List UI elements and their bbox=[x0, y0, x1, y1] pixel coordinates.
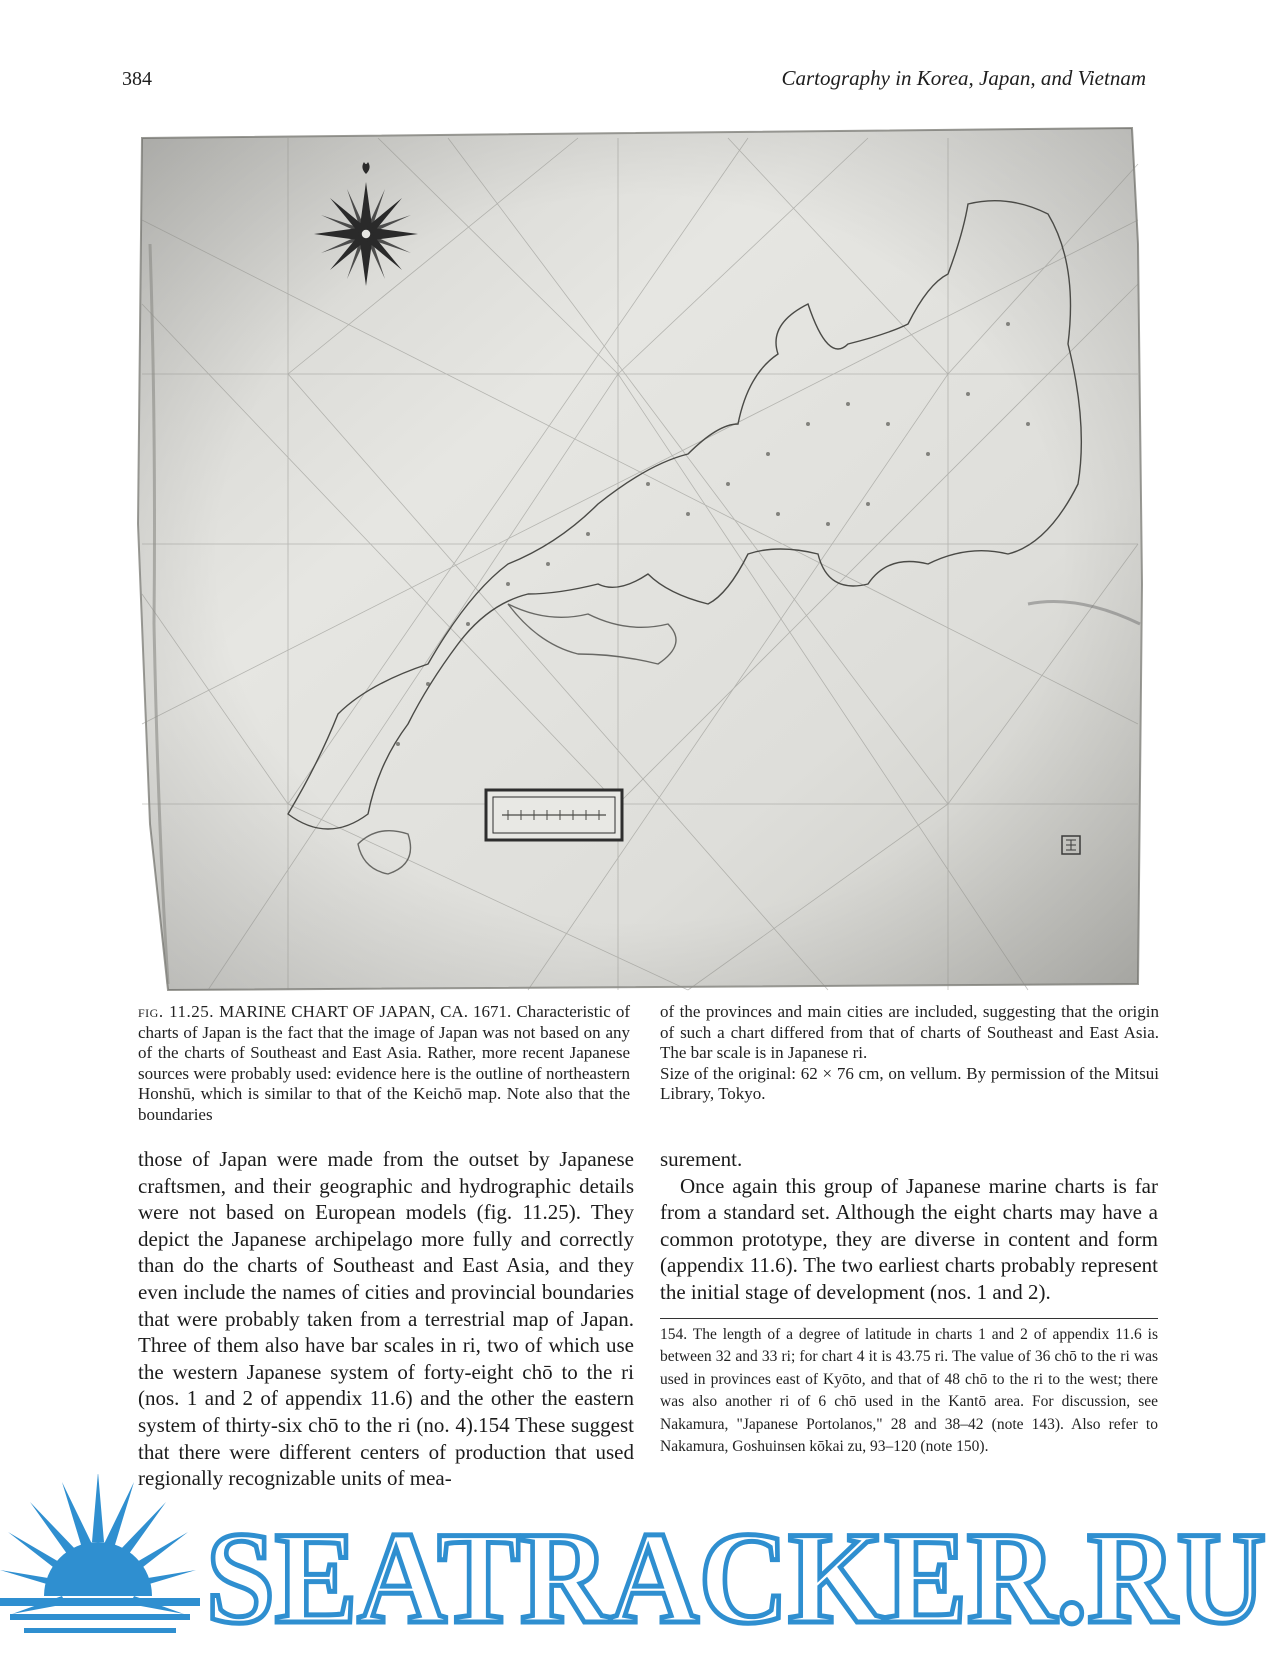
caption-size-note: Size of the original: 62 × 76 cm, on vellum. By permission of the Mitsui Library, Tokyo. bbox=[660, 1063, 1159, 1104]
body-paragraph: Once again this group of Japanese marine charts is far from a standard set. Although the eight charts may have a common prototype, they are diverse in content and form (appendix 11.6). The two earliest charts probably represent the initial stage of development (nos. 1 and 2). bbox=[660, 1173, 1158, 1304]
page-number: 384 bbox=[122, 68, 152, 90]
footnote bbox=[660, 1324, 1158, 1458]
running-title: Cartography in Korea, Japan, and Vietnam bbox=[781, 66, 1146, 90]
figure-title: MARINE CHART OF JAPAN, CA. 1671. bbox=[219, 1002, 512, 1021]
marine-chart-figure bbox=[128, 124, 1146, 992]
figure-caption-right bbox=[660, 1002, 1159, 1105]
caption-text-left: Characteristic of charts of Japan is the fact that the image of Japan was not based on any of the charts of Southeast and East Asia. Rather, more recent Japanese sources were probably used: evidence here is the outline of northeastern Honshū, which is similar to that of the Keichō map. Note also that the boundaries bbox=[138, 1002, 631, 1124]
watermark bbox=[0, 1474, 1278, 1651]
watermark-text: SEATRACKER.RU bbox=[206, 1504, 1266, 1651]
body-column-left bbox=[138, 1146, 634, 1492]
body-column-right bbox=[660, 1146, 1158, 1306]
footnote-text: 154. The length of a degree of latitude in charts 1 and 2 of appendix 11.6 is between 32 and 33 ri; for chart 4 it is 43.75 ri. The value of 36 chō to the ri was used in provinces east of Kyōto, and that of 48 chō to the ri to the west; there was also another ri of 6 chō used in the Kantō area. For discussion, see Nakamura, "Japanese Portolanos," 28 and 38–42 (note 143). Also refer to Nakamura, Goshuinsen kōkai zu, 93–120 (note 150). bbox=[660, 1326, 1158, 1456]
sun-burst-logo bbox=[0, 1474, 200, 1633]
figure-caption-left bbox=[138, 1002, 630, 1126]
footnote-rule bbox=[660, 1318, 1158, 1319]
body-continuation: surement. bbox=[660, 1147, 743, 1171]
figure-label: fig. 11.25. bbox=[138, 1002, 215, 1021]
scale-bar-cartouche bbox=[486, 790, 622, 840]
marine-chart-image bbox=[128, 124, 1146, 992]
body-paragraph: those of Japan were made from the outset by Japanese craftsmen, and their geographic and hydrographic details were not based on European models (fig. 11.25). They depict the Japanese archipelago more fully and correctly than do the charts of Southeast and East Asia, and they even include the names of cities and provincial boundaries that were probably taken from a terrestrial map of Japan. Three of them also have bar scales in ri, two of which use the western Japanese system of forty-eight chō to the ri (nos. 1 and 2 of appendix 11.6) and the other the eastern system of thirty-six chō to the ri (no. 4).154 These suggest that there were different centers of production that used regionally recognizable units of mea- bbox=[138, 1147, 634, 1491]
caption-text-right: of the provinces and main cities are included, suggesting that the origin of such a chart differed from that of charts of Southeast and East Asia. The bar scale is in Japanese ri. bbox=[660, 1002, 1159, 1063]
